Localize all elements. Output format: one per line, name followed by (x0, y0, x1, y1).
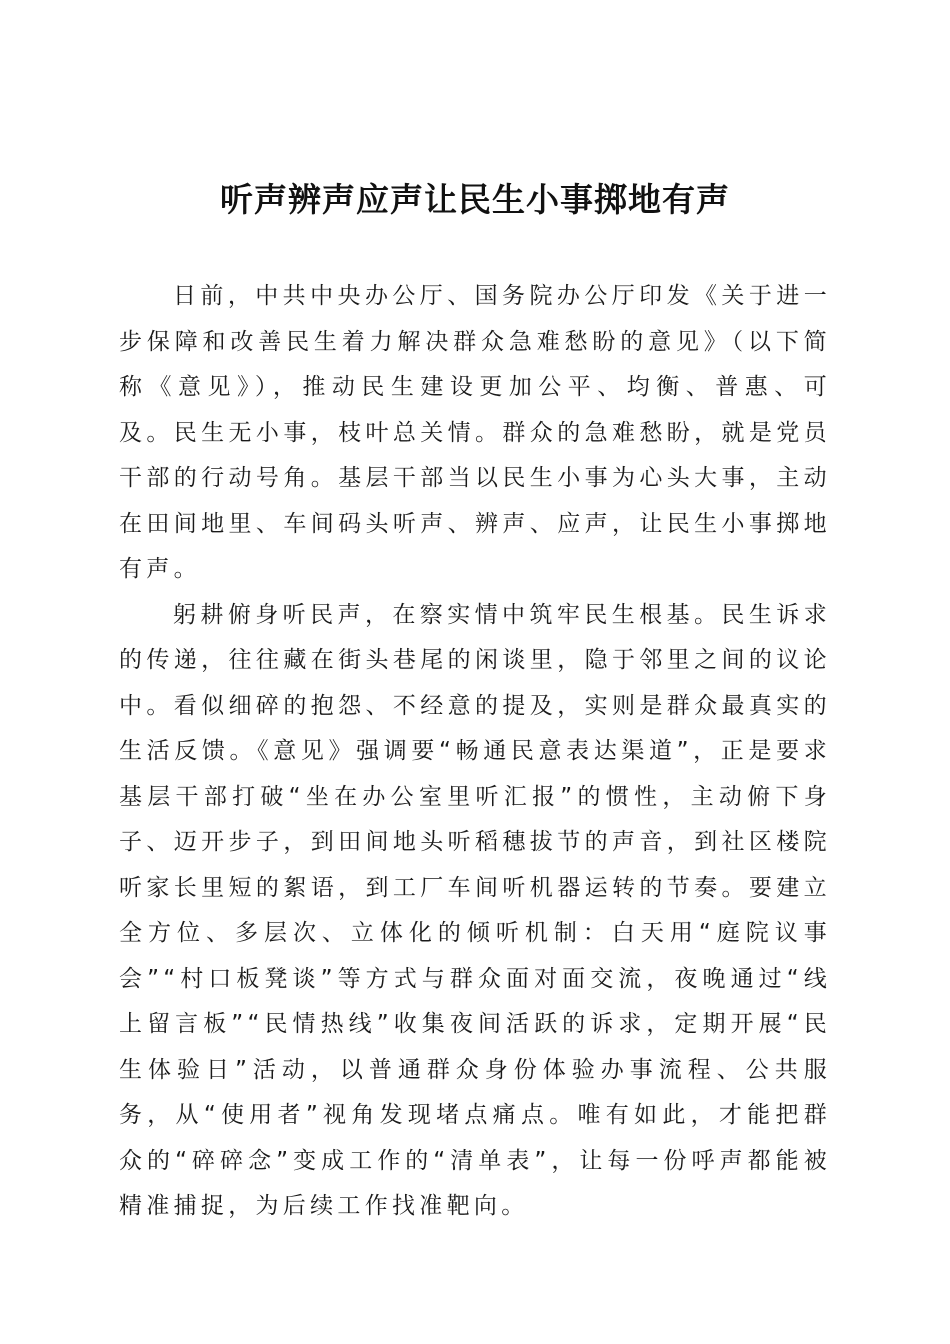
paragraph-1: 日前，中共中央办公厅、国务院办公厅印发《关于进一步保障和改善民生着力解决群众急难愁盼的意见》（以下简称《意见》），推动民生建设更加公平、均衡、普惠、可及。民生无小事，枝叶总关情。群众的急难愁盼，就是党员干部的行动号角。基层干部当以民生小事为心头大事，主动在田间地里、车间码头听声、辨声、应声，让民生小事掷地有声。 (119, 283, 831, 582)
document-body (119, 274, 831, 1230)
document-title: 听声辨声应声让民生小事掷地有声 (220, 180, 730, 219)
paragraph-2: 躬耕俯身听民声，在察实情中筑牢民生根基。民生诉求的传递，往往藏在街头巷尾的闲谈里，隐于邻里之间的议论中。看似细碎的抱怨、不经意的提及，实则是群众最真实的生活反馈。《意见》强调要“畅通民意表达渠道”，正是要求基层干部打破“坐在办公室里听汇报”的惯性，主动俯下身子、迈开步子，到田间地头听稻穗拔节的声音，到社区楼院听家长里短的絮语，到工厂车间听机器运转的节奏。要建立全方位、多层次、立体化的倾听机制：白天用“庭院议事会”“村口板凳谈”等方式与群众面对面交流，夜晚通过“线上留言板”“民情热线”收集夜间活跃的诉求，定期开展“民生体验日”活动，以普通群众身份体验办事流程、公共服务，从“使用者”视角发现堵点痛点。唯有如此，才能把群众的“碎碎念”变成工作的“清单表”，让每一份呼声都能被精准捕捉，为后续工作找准靶向。 (119, 601, 831, 1219)
